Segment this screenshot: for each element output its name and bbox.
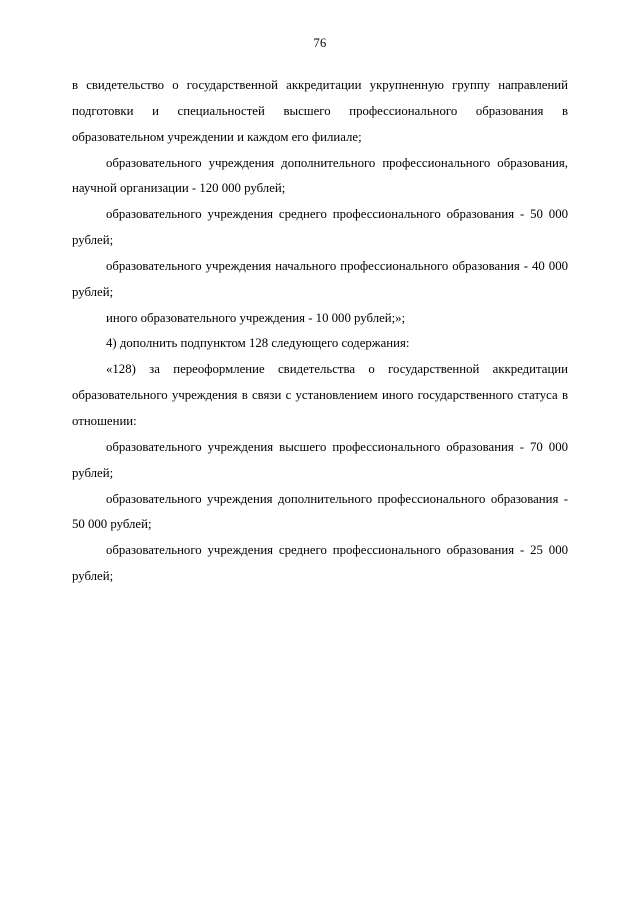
paragraph: образовательного учреждения начального профессионального образования - 40 000 рублей; (72, 258, 568, 299)
paragraph: иного образовательного учреждения - 10 000 рублей;»; (106, 310, 406, 325)
paragraph: 4) дополнить подпунктом 128 следующего содержания: (106, 336, 410, 351)
document-body (72, 73, 568, 590)
paragraph: образовательного учреждения высшего профессионального образования - 70 000 рублей; (72, 439, 568, 480)
paragraph: образовательного учреждения дополнительного профессионального образования - 50 000 рублей; (72, 491, 568, 532)
paragraph: «128) за переоформление свидетельства о государственной аккредитации образовательного учреждения в связи с установлением иного государственного статуса в отношении: (72, 362, 568, 428)
paragraph: образовательного учреждения среднего профессионального образования - 25 000 рублей; (72, 543, 568, 584)
paragraph: в свидетельство о государственной аккредитации укрупненную группу направлений подготовки и специальностей высшего профессионального образования в образовательном учреждении и каждом его филиале; (72, 78, 568, 144)
page-number: 76 (313, 36, 327, 50)
paragraph: образовательного учреждения среднего профессионального образования - 50 000 рублей; (72, 207, 568, 248)
paragraph: образовательного учреждения дополнительного профессионального образования, научной организации - 120 000 рублей; (72, 155, 568, 196)
